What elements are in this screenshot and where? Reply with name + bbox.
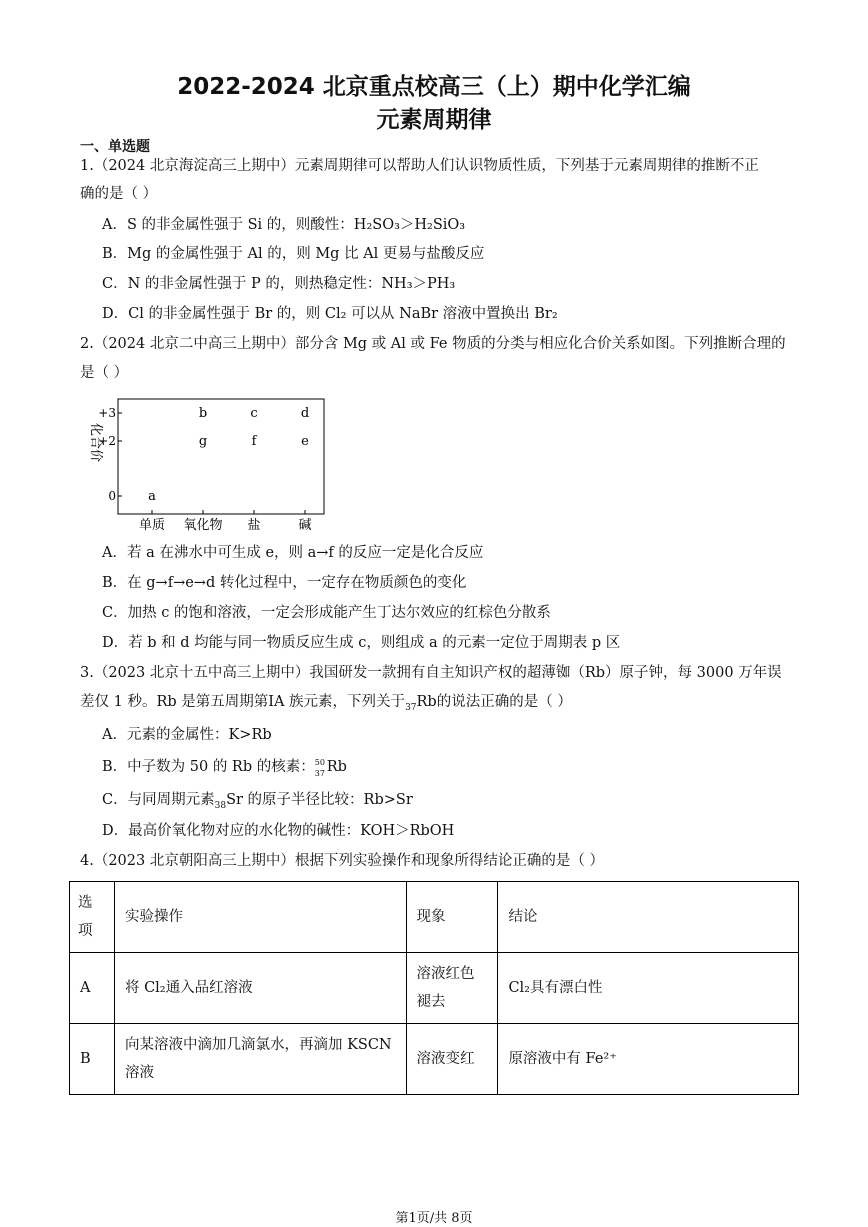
section-heading: 一、单选题 (80, 139, 150, 155)
x-tick-label: 氧化物 (183, 518, 223, 533)
question-1-option-a: A．S 的非金属性强于 Si 的，则酸性：H₂SO₃＞H₂SiO₃ (102, 217, 466, 233)
atomic-number: 37 (405, 702, 417, 713)
table-row (70, 953, 799, 1024)
question-2-option-b: B．在 g→f→e→d 转化过程中，一定存在物质颜色的变化 (102, 575, 467, 591)
document-title: 2022-2024 北京重点校高三（上）期中化学汇编 (177, 74, 691, 100)
point-e: e (301, 434, 309, 449)
point-g: g (198, 434, 208, 449)
option-b-text: B．中子数为 50 的 Rb 的核素： (102, 759, 315, 775)
question-3-option-c (102, 790, 413, 816)
question-2-option-a: A．若 a 在沸水中可生成 e，则 a→f 的反应一定是化合反应 (102, 545, 484, 561)
question-3-option-a: A．元素的金属性：K>Rb (102, 727, 272, 743)
point-b: b (198, 406, 208, 421)
point-c: c (250, 406, 258, 421)
x-tick-label: 单质 (138, 518, 166, 533)
question-1-stem: 1.（2024 北京海淀高三上期中）元素周期律可以帮助人们认识物质性质，下列基于元素周期律的推断不正 (80, 158, 759, 174)
option-c-text-a: C．与同周期元素 (102, 792, 215, 808)
y-tick-label: +2 (98, 434, 116, 448)
question-1-option-d: D．Cl 的非金属性强于 Br 的，则 Cl₂ 可以从 NaBr 溶液中置换出 Br₂ (102, 306, 558, 322)
table-cell: 原溶液中有 Fe²⁺ (498, 1024, 799, 1095)
question-3-stem-text-b: 的说法正确的是（ ） (436, 694, 572, 710)
question-1-option-b: B．Mg 的金属性强于 Al 的，则 Mg 比 Al 更易与盐酸反应 (102, 246, 485, 262)
element-symbol: Rb (326, 759, 347, 775)
question-4-stem: 4.（2023 北京朝阳高三上期中）根据下列实验操作和现象所得结论正确的是（ ） (80, 853, 604, 869)
page-footer: 第1页/共 8页 (395, 1211, 473, 1226)
mass-number: 50 (314, 758, 325, 767)
question-2-option-d: D．若 b 和 d 均能与同一物质反应生成 c，则组成 a 的元素一定位于周期表 p 区 (102, 635, 621, 651)
table-header-cell: 实验操作 (114, 882, 406, 953)
atomic-number: 38 (214, 800, 227, 811)
table-header-row (70, 882, 799, 953)
y-tick-label: +3 (98, 406, 116, 420)
y-tick-label: 0 (108, 489, 116, 503)
atomic-number: 37 (314, 769, 325, 778)
table-header-cell: 选项 (70, 882, 115, 953)
question-3-stem: 3.（2023 北京十五中高三上期中）我国研发一款拥有自主知识产权的超薄铷（Rb）原子钟，每 3000 万年误 (80, 665, 782, 681)
question-2-stem: 2.（2024 北京二中高三上期中）部分含 Mg 或 Al 或 Fe 物质的分类与相应化合价关系如图。下列推断合理的 (80, 336, 786, 352)
question-3-option-d: D．最高价氧化物对应的水化物的碱性：KOH＞RbOH (102, 823, 455, 839)
question-3-option-b (102, 757, 347, 777)
x-tick-label: 碱 (298, 518, 312, 533)
table-row (70, 1024, 799, 1095)
nuclide-notation (315, 757, 327, 777)
point-d: d (300, 406, 310, 421)
experiment-table (69, 881, 799, 1095)
question-1-option-c: C．N 的非金属性强于 P 的，则热稳定性：NH₃＞PH₃ (102, 276, 456, 292)
x-tick-label: 盐 (247, 518, 261, 533)
table-cell: Cl₂具有漂白性 (498, 953, 799, 1024)
table-cell: 将 Cl₂通入品红溶液 (114, 953, 406, 1024)
point-a: a (148, 489, 156, 504)
element-symbol: Rb (416, 694, 437, 710)
table-header-cell: 现象 (406, 882, 498, 953)
document-subtitle: 元素周期律 (376, 107, 492, 133)
question-1-stem-cont: 确的是（ ） (80, 186, 158, 202)
table-cell: B (70, 1024, 115, 1095)
question-3-stem-cont (80, 692, 572, 718)
valence-chart (80, 393, 340, 533)
option-c-text-b: Sr 的原子半径比较：Rb>Sr (226, 792, 413, 808)
point-f: f (251, 434, 257, 449)
table-cell: 溶液变红 (406, 1024, 498, 1095)
chart-ylabel: 化合价 (88, 423, 103, 463)
question-2-stem-cont: 是（ ） (80, 365, 129, 381)
question-3-stem-text-a: 差仅 1 秒。Rb 是第五周期第ⅠA 族元素，下列关于 (80, 694, 406, 710)
table-cell: A (70, 953, 115, 1024)
question-2-option-c: C．加热 c 的饱和溶液，一定会形成能产生丁达尔效应的红棕色分散系 (102, 605, 551, 621)
table-cell: 向某溶液中滴加几滴氯水，再滴加 KSCN 溶液 (114, 1024, 406, 1095)
table-cell: 溶液红色褪去 (406, 953, 498, 1024)
table-header-cell: 结论 (498, 882, 799, 953)
